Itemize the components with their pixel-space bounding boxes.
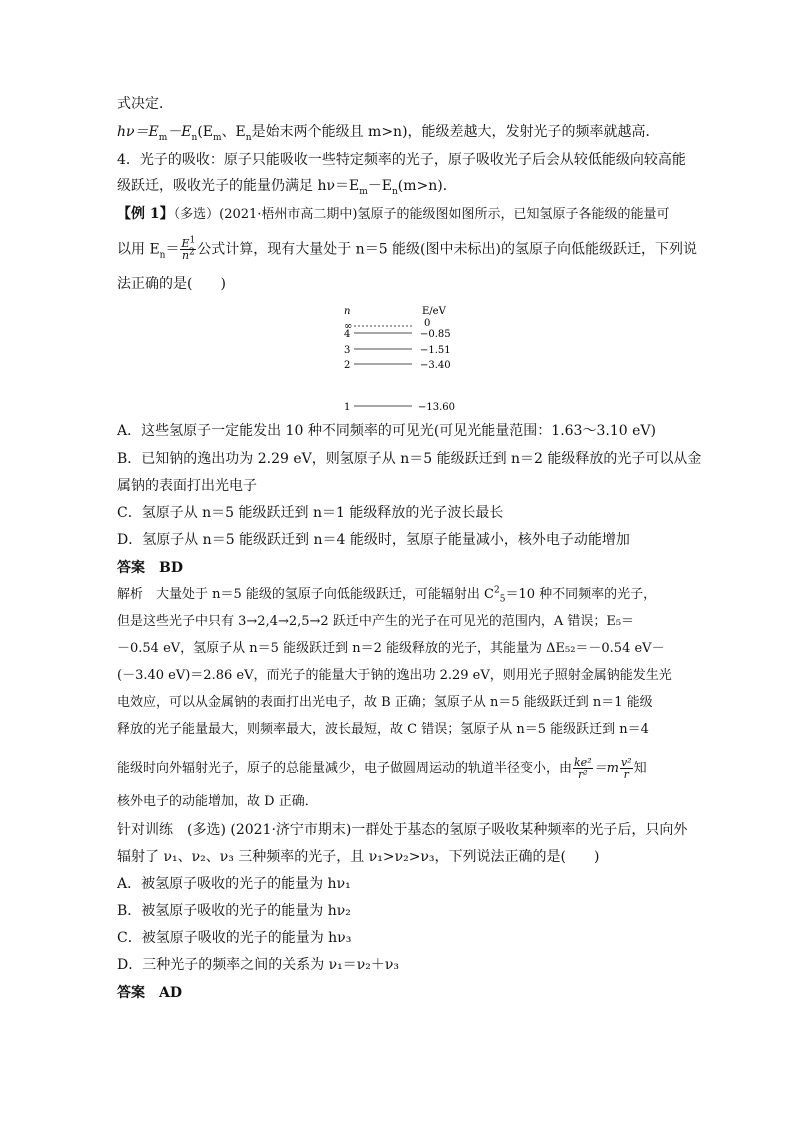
level-inf-e: 0 (424, 318, 431, 329)
analysis-line-7 (117, 757, 647, 780)
intro-line-2 (117, 124, 660, 143)
sub-m: m (158, 132, 168, 143)
analysis-line-2: 但是这些光子中只有 3→2,4→2,5→2 跃迁中产生的光子在可见光的范围内，A 错误；E₅＝ (117, 614, 635, 629)
level-inf-n: ∞ (344, 321, 353, 332)
example1-line-3: 法正确的是( ) (117, 276, 226, 292)
sub-m-2: m (213, 132, 222, 143)
option-b-line-2: 属钠的表面打出光电子 (117, 478, 257, 494)
item4-pre: 级跃迁，吸收光子的能量仍满足 hν＝E (117, 178, 360, 194)
intro-tail: 是始末两个能级且 m>n)，能级差越大，发射光子的频率就越高． (251, 124, 660, 140)
analysis-l1-post: ＝10 种不同频率的光子， (505, 587, 657, 602)
example-tag: 【例 1】 (117, 206, 174, 222)
level-1-n: 1 (344, 402, 351, 413)
energy-fraction (180, 235, 196, 262)
level-1-e: −13.60 (418, 402, 456, 413)
item4-line-1: 4．光子的吸收：原子只能吸收一些特定频率的光子，原子吸收光子后会从较低能级向较高能 (117, 152, 686, 168)
option-d: D．氢原子从 n＝5 能级跃迁到 n＝4 能级时，氢原子能量减小，核外电子动能增加 (117, 532, 630, 548)
frac-num-e: E (181, 237, 190, 250)
coulomb-fraction (573, 757, 593, 780)
frac-den-sup: 2 (189, 247, 195, 258)
frac-den-n: n (181, 249, 190, 262)
analysis-l1-pre: 解析 大量处于 n＝5 能级的氢原子向低能级跃迁，可能辐射出 C (117, 587, 494, 602)
item4-line-2 (117, 178, 457, 197)
analysis-line-3: －0.54 eV，氢原子从 n＝5 能级跃迁到 n＝2 能级释放的光子，其能量为 ΔE₅₂＝－0.54 eV－ (117, 641, 665, 656)
analysis-l7-pre: 能级时向外辐射光子，原子的总能量减少，电子做圆周运动的轨道半径变小，由 (117, 761, 573, 776)
item4-sub-m: m (359, 186, 368, 197)
centripetal-den: r (623, 768, 629, 781)
training-option-d: D．三种光子的频率之间的关系为 ν₁＝ν₂＋ν₃ (117, 957, 400, 973)
analysis-line-4: (－3.40 eV)＝2.86 eV，而光子的能量大于钠的逸出功 2.29 eV，则用光子照射金属钠能发生光 (117, 668, 672, 683)
analysis-line-8: 核外电子的动能增加，故 D 正确． (117, 794, 318, 809)
option-b-line-1: B．已知钠的逸出功为 2.29 eV，则氢原子从 n＝5 能级跃迁到 n＝2 能级释放的光子可以从金 (117, 451, 702, 467)
coulomb-num: ke² (574, 756, 592, 769)
answer-1: 答案 BD (117, 560, 183, 576)
level-4-n: 4 (344, 329, 351, 340)
centripetal-fraction (620, 757, 633, 780)
training-line-2: 辐射了 ν₁、ν₂、ν₃ 三种频率的光子，且 ν₁>ν₂>ν₃，下列说法正确的是( ) (117, 849, 600, 865)
sub-n: n (191, 132, 198, 143)
paren: (E (197, 124, 214, 140)
level-4-e: −0.85 (420, 329, 451, 340)
analysis-l7-post: 知 (633, 761, 647, 776)
training-option-c: C．被氢原子吸收的光子的能量为 hν₃ (117, 930, 352, 946)
example1-text: （多选）(2021·梧州市高二期中)氢原子的能级图如图所示，已知氢原子各能级的能量可 (173, 207, 670, 222)
training-line-1: 针对训练 (多选) (2021·济宁市期末)一群处于基态的氢原子吸收某种频率的光子后，只向外 (117, 822, 688, 838)
item4-post: (m>n)． (397, 178, 457, 194)
item4-sub-n: n (391, 186, 398, 197)
frac-num-sup: 1 (189, 235, 196, 246)
ex-eq: ＝ (165, 241, 180, 258)
training-option-b: B．被氢原子吸收的光子的能量为 hν₂ (117, 903, 351, 919)
sub-n-2: n (245, 132, 252, 143)
level-3-n: 3 (344, 345, 351, 356)
example1-line-2 (117, 235, 697, 262)
frac-den (180, 247, 196, 262)
option-c: C．氢原子从 n＝5 能级跃迁到 n＝1 能级释放的光子波长最长 (117, 505, 504, 521)
formula-hv: hν＝E (117, 124, 159, 140)
answer-2: 答案 AD (117, 985, 183, 1001)
coulomb-den: r² (577, 768, 588, 781)
energy-level-diagram (330, 302, 490, 414)
level-3-e: −1.51 (420, 345, 451, 356)
level-2-n: 2 (344, 360, 351, 371)
example1-line-1 (117, 206, 670, 223)
ex-sub-n: n (159, 250, 166, 261)
comma: 、E (221, 124, 246, 140)
ex-post: 公式计算，现有大量处于 n＝5 能级(图中未标出)的氢原子向低能级跃迁，下列说 (197, 241, 697, 258)
analysis-line-5: 电效应，可以从金属钠的表面打出光电子，故 B 正确；氢原子从 n＝5 能级跃迁到 n＝1 能级 (117, 695, 653, 710)
intro-line-1: 式决定． (117, 96, 173, 112)
item4-mid: －E (367, 178, 392, 194)
formula-minus: －E (167, 124, 192, 140)
analysis-line-1 (117, 587, 656, 603)
level-2-e: −3.40 (420, 360, 451, 371)
centripetal-num: v² (620, 756, 632, 769)
analysis-c-sup: 2 (494, 585, 500, 596)
training-option-a: A．被氢原子吸收的光子的能量为 hν₁ (117, 876, 351, 892)
header-e: E/eV (422, 306, 446, 317)
analysis-c-sub: 5 (499, 594, 506, 605)
option-a: A．这些氢原子一定能发出 10 种不同频率的可见光(可见光能量范围：1.63～3.10 eV) (117, 423, 656, 439)
analysis-line-6: 释放的光子能量最大，则频率最大，波长最短，故 C 错误；氢原子从 n＝5 能级跃迁到 n＝4 (117, 722, 649, 737)
ex-pre: 以用 E (117, 241, 160, 258)
header-n: n (344, 306, 351, 317)
analysis-eq: ＝m (593, 761, 619, 776)
